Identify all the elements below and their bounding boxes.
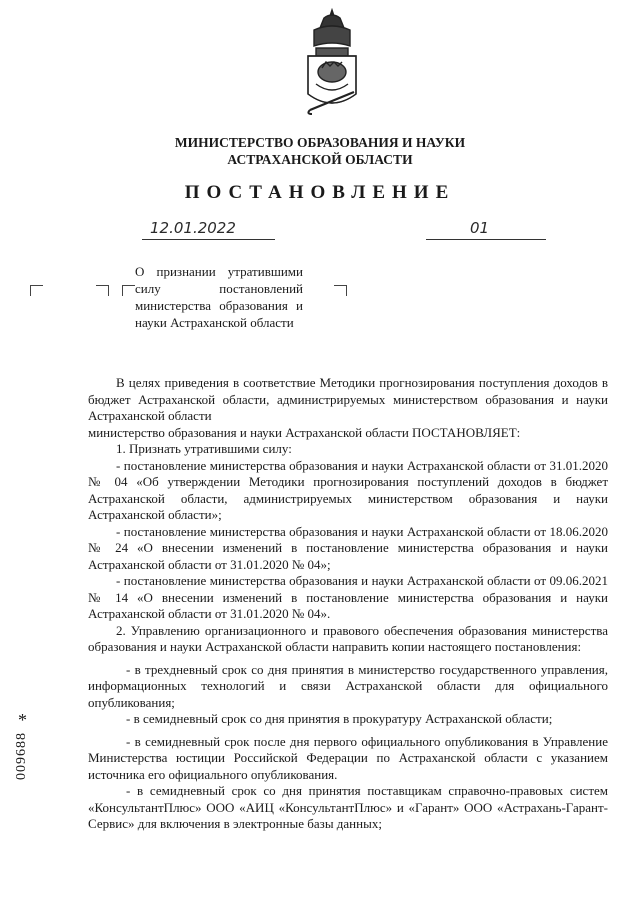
- document-type-title: ПОСТАНОВЛЕНИЕ: [184, 182, 456, 203]
- paragraph: министерство образования и науки Астраханской области ПОСТАНОВЛЯЕТ:: [88, 424, 521, 440]
- margin-serial-number: 009688: [14, 732, 29, 780]
- paragraph: 2. Управлению организационного и правового обеспечения образования министерства образования и науки Астраханской области направить копии настоящего постановления:: [88, 622, 608, 654]
- date-underline: [142, 239, 275, 240]
- document-subject: О признании утратившими силу постановлений министерства образования и науки Астраханской области: [135, 264, 303, 330]
- subject-corner-bracket: [334, 285, 347, 296]
- ministry-name-line1: МИНИСТЕРСТВО ОБРАЗОВАНИЯ И НАУКИ: [174, 135, 466, 150]
- paragraph: - постановление министерства образования и науки Астраханской области от 18.06.2020 № 24 «О внесении изменений в постановление министерства образования и науки Астраханской области от 31.01.2020 № 04»;: [88, 523, 608, 572]
- document-number: 01: [470, 219, 490, 237]
- document-date: 12.01.2022: [150, 219, 236, 237]
- paragraph: - постановление министерства образования и науки Астраханской области от 09.06.2021 № 14 «О внесении изменений в постановление министерства образования и науки Астраханской области от 31.01.2020 № 04».: [88, 573, 608, 621]
- paragraph: - в семидневный срок после дня первого официального опубликования в Управление Министерства юстиции Российской Федерации по Астраханской области с указанием источника его официального опубликования.: [88, 733, 608, 782]
- paragraph: - постановление министерства образования и науки Астраханской области от 31.01.2020 № 04 «Об утверждении Методики прогнозирования поступлений доходов в бюджет Астраханской области, администрируемых министерством образования и науки Астраханской области»;: [88, 457, 608, 522]
- paragraph: В целях приведения в соответствие Методики прогнозирования поступления доходов в бюджет Астраханской области, администрируемых министерством образования и науки Астраханской области: [88, 375, 608, 423]
- document-body: [88, 375, 608, 833]
- paragraph: - в семидневный срок со дня принятия поставщикам справочно-правовых систем «КонсультантПлюс» ООО «АИЦ «КонсультантПлюс» и «Гарант» ООО «Астрахань-Гарант-Сервис» для включения в электронные базы данных;: [88, 783, 608, 831]
- coat-of-arms-emblem: [300, 8, 364, 124]
- margin-asterisk: *: [18, 710, 27, 730]
- paragraph: - в трехдневный срок со дня принятия в министерство государственного управления, информационных технологий и связи Астраханской области для официального опубликования;: [88, 661, 608, 710]
- paragraph: - в семидневный срок со дня принятия в прокуратуру Астраханской области;: [126, 711, 553, 726]
- ministry-name-line2: АСТРАХАНСКОЙ ОБЛАСТИ: [227, 152, 413, 167]
- subject-corner-bracket: [96, 285, 109, 296]
- subject-corner-bracket: [30, 285, 43, 296]
- paragraph: 1. Признать утратившими силу:: [116, 441, 292, 456]
- subject-corner-bracket: [122, 285, 135, 296]
- number-underline: [426, 239, 546, 240]
